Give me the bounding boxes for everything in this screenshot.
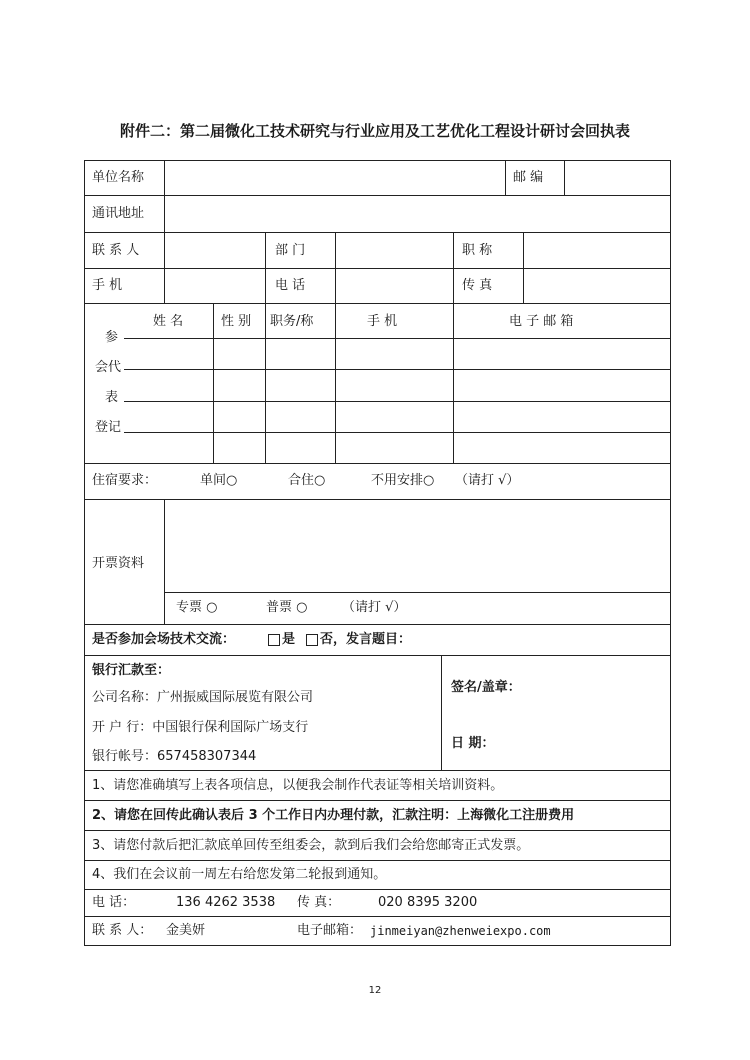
mobile-field[interactable] — [166, 270, 264, 302]
yes-checkbox[interactable] — [268, 634, 280, 646]
phone-field[interactable] — [337, 270, 452, 302]
normal-invoice-option[interactable]: 普票 ○ — [266, 600, 308, 615]
bank-title: 银行汇款至： — [92, 663, 171, 678]
phone-label: 电 话 — [275, 278, 306, 293]
lodging-label: 住宿要求： — [92, 473, 158, 488]
address-label: 通讯地址 — [92, 206, 145, 221]
lodging-none-option[interactable]: 不用安排○ — [371, 473, 435, 488]
date-label: 日 期： — [451, 736, 495, 751]
tel-label: 电 话： — [92, 895, 136, 910]
unit-name-label: 单位名称 — [92, 170, 145, 185]
attendee-label-2: 会代 — [95, 360, 122, 375]
department-label: 部 门 — [275, 243, 306, 258]
col-position-header: 职务/称 — [270, 314, 314, 329]
job-title-label: 职 称 — [462, 243, 493, 258]
department-field[interactable] — [337, 234, 452, 267]
contact-label: 联 系 人 — [92, 243, 140, 258]
note-2: 2、请您在回传此确认表后 3 个工作日内办理付款，汇款注明：上海微化工注册费用 — [92, 808, 575, 823]
note-3: 3、请您付款后把汇款底单回传至组委会，款到后我们会给您邮寄正式发票。 — [92, 838, 530, 853]
note-1: 1、请您准确填写上表各项信息，以便我会制作代表证等相关培训资料。 — [92, 778, 504, 793]
no-checkbox[interactable] — [306, 634, 318, 646]
col-mobile-header: 手 机 — [367, 314, 398, 329]
fax-footer-value: 020 8395 3200 — [378, 895, 478, 910]
fax-field[interactable] — [525, 270, 669, 302]
address-field[interactable] — [166, 197, 669, 231]
signature-label: 签名/盖章： — [451, 680, 521, 695]
page-title: 附件二：第二届微化工技术研究与行业应用及工艺优化工程设计研讨会回执表 — [119, 122, 630, 140]
email-footer-label: 电子邮箱： — [297, 923, 363, 938]
col-name-header: 姓 名 — [153, 314, 184, 329]
fax-footer-label: 传 真： — [297, 895, 341, 910]
page-number: 12 — [368, 985, 382, 996]
bank-branch: 开 户 行：中国银行保利国际广场支行 — [92, 720, 309, 735]
exchange-question: 是否参加会场技术交流： — [92, 632, 236, 647]
lodging-single-option[interactable]: 单间○ — [200, 473, 238, 488]
yes-label: 是 — [282, 632, 296, 647]
attendee-label-1: 参 — [105, 330, 119, 345]
job-title-field[interactable] — [525, 234, 669, 267]
lodging-shared-option[interactable]: 合住○ — [288, 473, 326, 488]
attendee-label-3: 表 — [105, 390, 119, 405]
invoice-tick-note: （请打 √） — [342, 600, 407, 615]
invoice-label: 开票资料 — [92, 556, 145, 571]
company-name: 公司名称：广州振威国际展览有限公司 — [92, 690, 314, 705]
unit-name-field[interactable] — [166, 162, 504, 194]
invoice-info-field[interactable] — [166, 501, 669, 591]
lodging-tick-note: （请打 √） — [455, 473, 520, 488]
bank-account: 银行帐号：657458307344 — [92, 749, 257, 764]
col-gender-header: 性 别 — [221, 314, 252, 329]
col-email-header: 电 子 邮 箱 — [509, 314, 574, 329]
mobile-label: 手 机 — [92, 278, 123, 293]
postcode-label: 邮 编 — [513, 170, 544, 185]
email-footer-value[interactable]: jinmeiyan@zhenweiexpo.com — [370, 924, 551, 938]
tel-value: 136 4262 3538 — [176, 895, 276, 910]
fax-label: 传 真 — [462, 278, 493, 293]
no-label: 否，发言题目： — [320, 632, 412, 647]
attendee-label-4: 登记 — [95, 420, 122, 435]
contact-footer-label: 联 系 人： — [92, 923, 153, 938]
note-4: 4、我们在会议前一周左右给您发第二轮报到通知。 — [92, 867, 387, 882]
special-invoice-option[interactable]: 专票 ○ — [176, 600, 218, 615]
contact-field[interactable] — [166, 234, 264, 267]
contact-footer-value: 金美妍 — [166, 923, 206, 938]
postcode-field[interactable] — [566, 162, 669, 194]
